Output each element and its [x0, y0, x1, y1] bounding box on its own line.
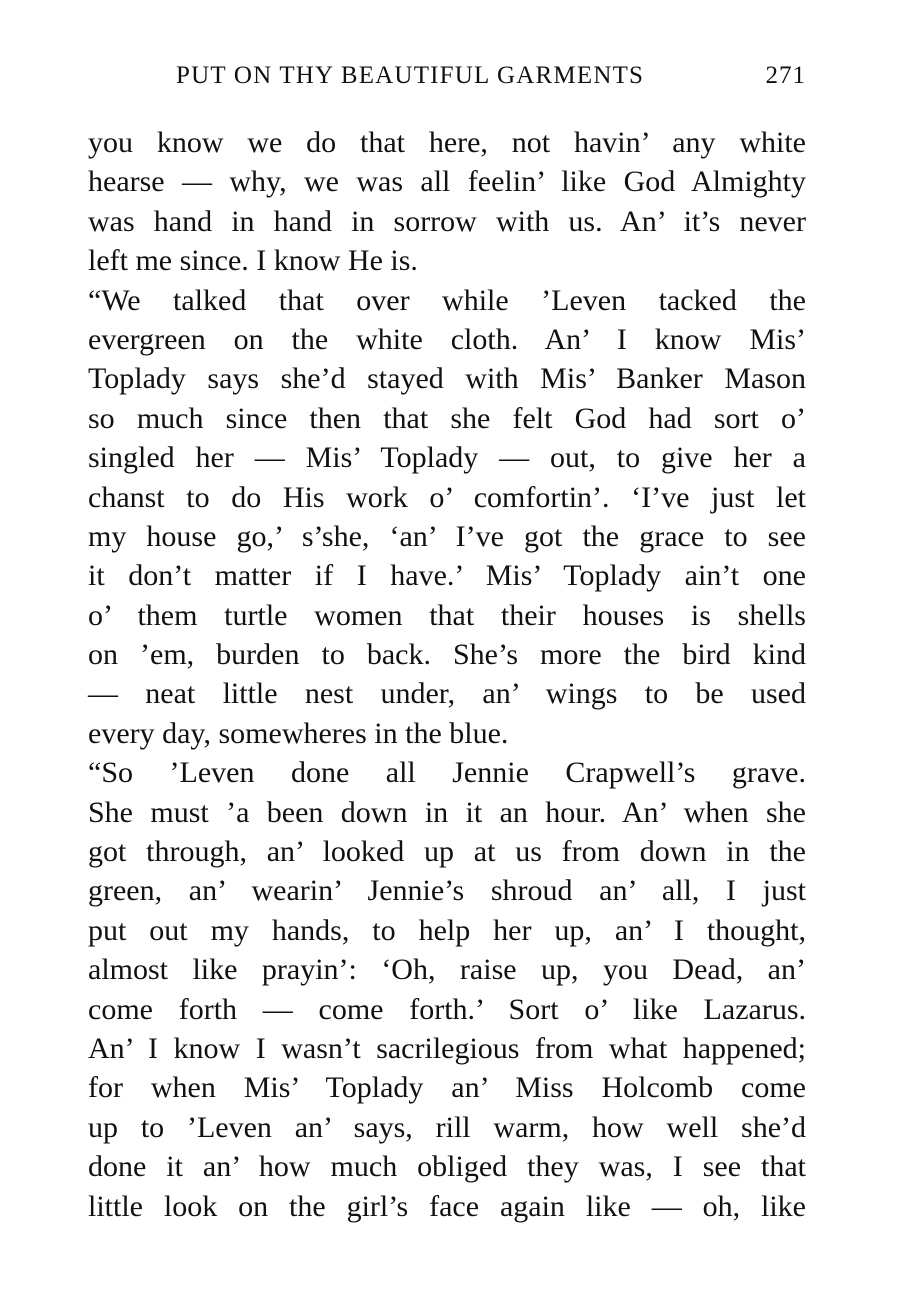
text-line: got through, an’ looked up at us from down in the [88, 835, 806, 869]
text-line: put out my hands, to help her up, an’ I thought, [88, 913, 806, 947]
body-text [88, 123, 806, 1226]
text-line: o’ them turtle women that their houses is shells [88, 598, 806, 632]
running-title: PUT ON THY BEAUTIFUL GARMENTS [176, 62, 645, 89]
text-line: my house go,’ s’she, ‘an’ I’ve got the grace to see [88, 519, 806, 553]
text-line: it don’t matter if I have.’ Mis’ Toplady ain’t one [88, 559, 806, 593]
text-line: — neat little nest under, an’ wings to be used [88, 677, 806, 711]
text-line: Toplady says she’d stayed with Mis’ Banker Mason [88, 362, 806, 396]
text-line: every day, somewheres in the blue. [88, 716, 509, 750]
text-line: little look on the girl’s face again like — oh, like [88, 1189, 806, 1223]
text-line: so much since then that she felt God had sort o’ [88, 401, 806, 435]
page-number: 271 [765, 62, 806, 89]
text-line: up to ’Leven an’ says, rill warm, how well she’d [88, 1110, 806, 1144]
text-line: was hand in hand in sorrow with us. An’ it’s never [88, 204, 806, 238]
text-line: almost like prayin’: ‘Oh, raise up, you Dead, an’ [88, 953, 806, 987]
text-line: “So ’Leven done all Jennie Crapwell’s grave. [88, 756, 806, 790]
text-line: “We talked that over while ’Leven tacked the [88, 283, 806, 317]
text-line: green, an’ wearin’ Jennie’s shroud an’ all, I just [88, 874, 806, 908]
text-line: on ’em, burden to back. She’s more the bird kind [88, 638, 806, 672]
text-line: chanst to do His work o’ comfortin’. ‘I’ve just let [88, 480, 806, 514]
text-line: done it an’ how much obliged they was, I see that [88, 1150, 806, 1184]
text-line: She must ’a been down in it an hour. An’ when she [88, 795, 806, 829]
text-line: you know we do that here, not havin’ any white [88, 126, 806, 159]
running-header [88, 58, 806, 94]
text-line: evergreen on the white cloth. An’ I know Mis’ [88, 322, 806, 356]
text-line: singled her — Mis’ Toplady — out, to give her a [88, 441, 806, 475]
text-line: come forth — come forth.’ Sort o’ like Lazarus. [88, 992, 806, 1026]
text-line: for when Mis’ Toplady an’ Miss Holcomb come [88, 1071, 806, 1105]
text-line: left me since. I know He is. [88, 244, 418, 278]
text-line: hearse — why, we was all feelin’ like God Almighty [88, 165, 806, 199]
text-line: An’ I know I wasn’t sacrilegious from what happened; [88, 1031, 806, 1065]
